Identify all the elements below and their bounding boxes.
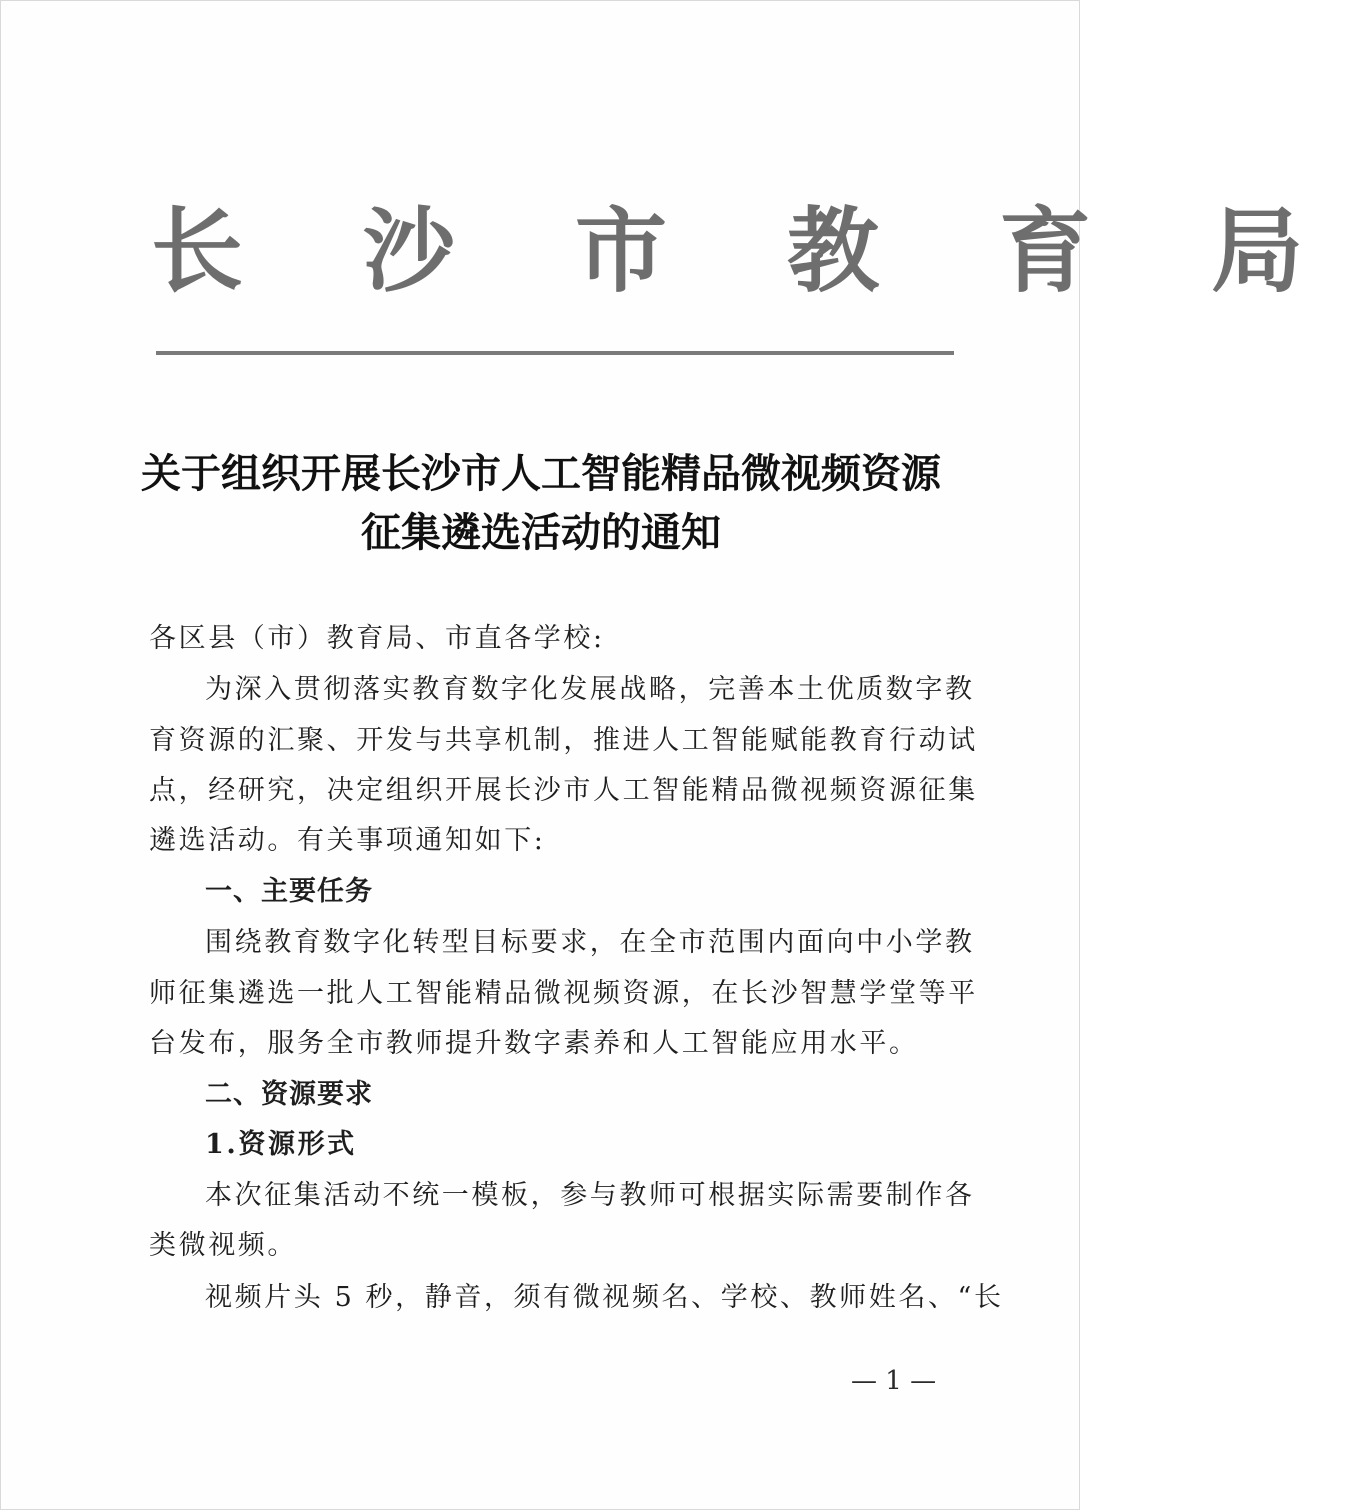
section-heading-resource-requirements: 二、资源要求 (205, 1079, 373, 1110)
section1-line: 围绕教育数字化转型目标要求，在全市范围内面向中小学教 (205, 927, 975, 958)
sub1-line: 类微视频。 (149, 1230, 297, 1261)
intro-line: 育资源的汇聚、开发与共享机制，推进人工智能赋能教育行动试 (149, 725, 978, 756)
subheading-resource-format: 1.资源形式 (205, 1129, 357, 1160)
sub1-line: 视频片头 5 秒，静音，须有微视频名、学校、教师姓名、“长 (205, 1282, 1004, 1313)
sub1-line: 本次征集活动不统一模板，参与教师可根据实际需要制作各 (205, 1180, 975, 1211)
salutation: 各区县（市）教育局、市直各学校: (149, 623, 605, 654)
letterhead-divider (156, 351, 954, 355)
section-heading-main-tasks: 一、主要任务 (205, 876, 373, 907)
intro-line: 为深入贯彻落实教育数字化发展战略，完善本土优质数字教 (205, 674, 975, 705)
section1-line: 台发布，服务全市教师提升数字素养和人工智能应用水平。 (149, 1028, 919, 1059)
page-number: — 1 — (851, 1366, 937, 1396)
intro-line: 点，经研究，决定组织开展长沙市人工智能精品微视频资源征集 (149, 775, 978, 806)
section1-line: 师征集遴选一批人工智能精品微视频资源，在长沙智慧学堂等平 (149, 978, 978, 1009)
intro-line: 遴选活动。有关事项通知如下: (149, 825, 546, 856)
document-title-line-1: 关于组织开展长沙市人工智能精品微视频资源 (141, 450, 941, 497)
document-title-line-2: 征集遴选活动的通知 (361, 509, 721, 556)
letterhead-org-name: 长 沙 市 教 育 局 (151, 197, 1347, 305)
